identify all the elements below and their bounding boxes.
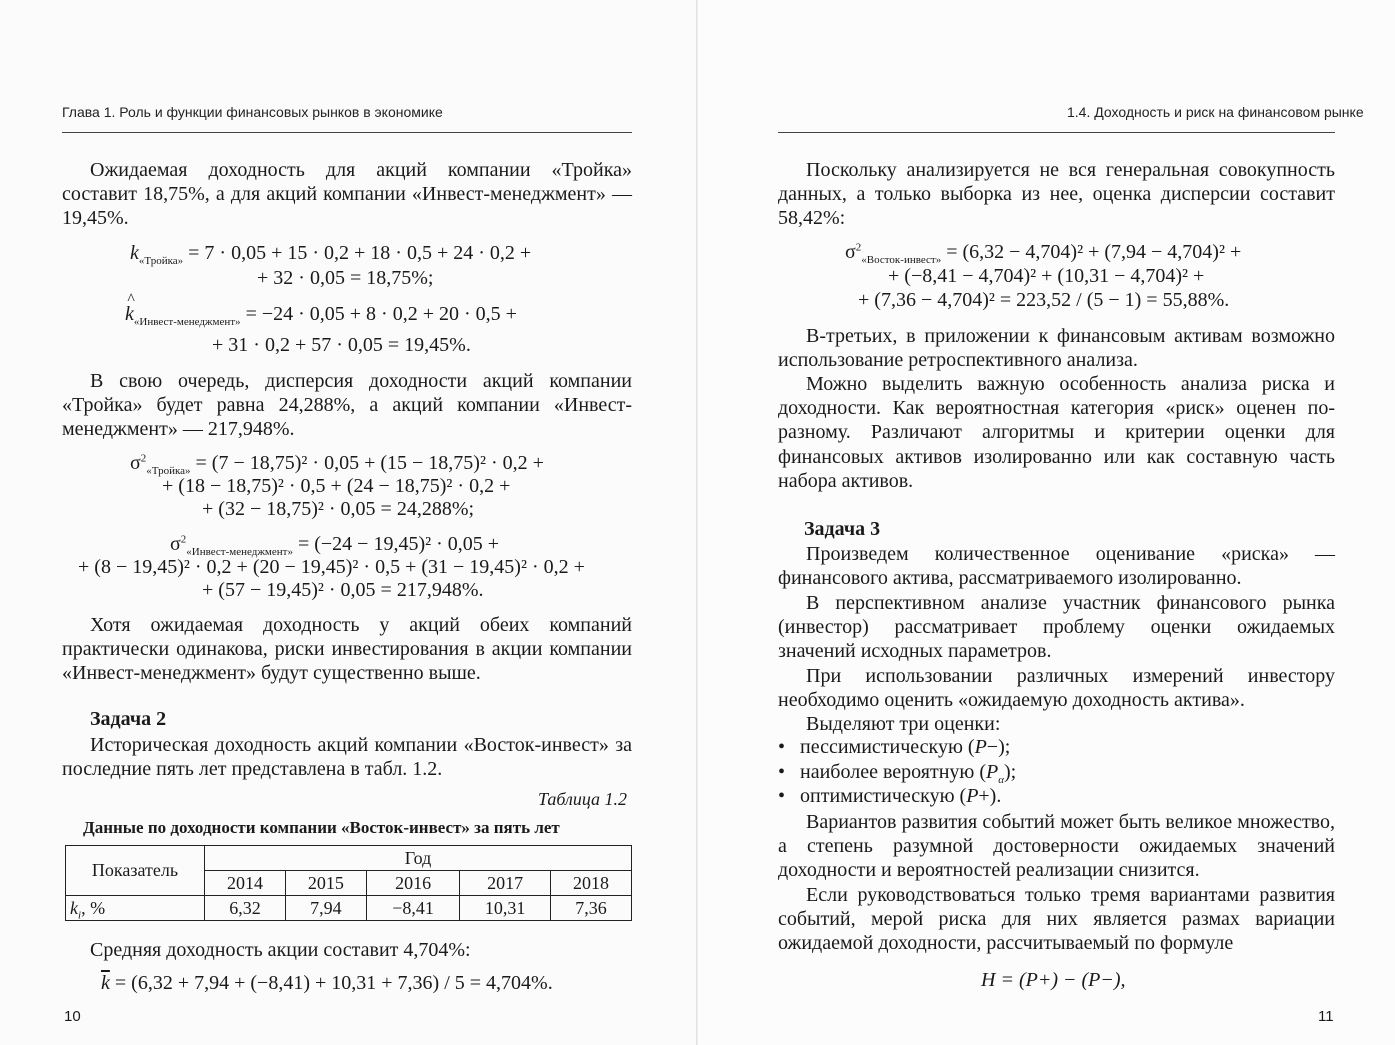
- row-label: [66, 896, 205, 921]
- sub-i: i: [78, 909, 82, 922]
- right-paragraph-2: В-третьих, в приложении к финансовым активам возможно использование ретроспективного анализа.: [778, 325, 1335, 372]
- formula-sigma-invest-line1: $\sigma^2_{«Инвест-менеджмент»} = (-24 - 19,45)^2 \cdot 0,05$ +: [170, 533, 500, 558]
- page-number-left: 10: [64, 1008, 81, 1025]
- left-page: [0, 0, 697, 1045]
- right-running-header: 1.4. Доходность и риск на финансовом рынке: [1067, 104, 1364, 120]
- year-cell: 2014: [205, 871, 286, 896]
- right-header-rule: [778, 132, 1335, 133]
- value-cell: 6,32: [205, 896, 286, 921]
- symbol-sigma: σ: [170, 533, 181, 555]
- year-cell: 2015: [285, 871, 366, 896]
- formula-k-invest-line1: [125, 302, 517, 326]
- bullet-optimistic: • оптимистическую (P+).: [778, 785, 1002, 807]
- task-3-heading: Задача 3: [804, 518, 881, 540]
- bullet-tail: −);: [986, 736, 1011, 758]
- symbol-k-hat: ^ k: [125, 302, 134, 326]
- bullet-text: оптимистическую (: [800, 785, 967, 807]
- formula-range: H = (P+) − (P−),: [981, 969, 1126, 991]
- header-year: Год: [205, 846, 632, 871]
- value-cell: −8,41: [366, 896, 459, 921]
- formula-sigma-vostok-line3: + (7,36 − 4,704)² = 223,52 / (5 − 1) = 55,88%.: [858, 289, 1230, 311]
- left-paragraph-2: В свою очередь, дисперсия доходности акций компании «Тройка» будет равна 24,288%, а акций компании «Инвест-менеджмент» — 217,948%.: [62, 370, 632, 441]
- left-running-header: Глава 1. Роль и функции финансовых рынков в экономике: [62, 104, 443, 120]
- year-cell: 2016: [366, 871, 459, 896]
- right-paragraph-7: Выделяют три оценки:: [806, 713, 1001, 735]
- year-cell: 2018: [551, 871, 632, 896]
- sub-troika: «Тройка»: [138, 255, 184, 267]
- formula-sigma-troika-line2: + (18 − 18,75)² · 0,5 + (24 − 18,75)² · 0,2 +: [162, 475, 511, 497]
- value-cell: 7,36: [551, 896, 632, 921]
- formula-sigma-troika-line3: + (32 − 18,75)² · 0,05 = 24,288%;: [202, 498, 475, 520]
- table-header-row: [66, 846, 632, 871]
- right-paragraph-4: Произведем количественное оценивание «риска» — финансового актива, рассматриваемого изолированно.: [778, 543, 1335, 590]
- left-paragraph-5: Средняя доходность акции составит 4,704%:: [90, 939, 471, 961]
- table-row: [66, 896, 632, 921]
- sub-invest: «Инвест-менеджмент»: [133, 316, 241, 328]
- formula-text: = −24 · 0,05 + 8 · 0,2 + 20 · 0,5 +: [245, 303, 517, 325]
- formula-text: = (6,32 − 4,704)² + (7,94 − 4,704)² +: [946, 241, 1242, 263]
- formula-text: = (6,32 + 7,94 + (−8,41) + 10,31 + 7,36) / 5 = 4,704%.: [114, 972, 553, 994]
- task-2-heading: Задача 2: [90, 708, 167, 730]
- formula-text: = (−24 − 19,45)² · 0,05 +: [297, 533, 500, 555]
- formula-text: = 7 · 0,05 + 15 · 0,2 + 18 · 0,5 + 24 · 0,2 +: [188, 242, 532, 264]
- symbol-k-bar: $\overline{k}$: [101, 972, 110, 994]
- returns-table: [65, 845, 632, 921]
- sub-troika: «Тройка»: [146, 465, 191, 477]
- formula-sigma-vostok-line1: $\sigma^2_{«Восток-инвест»} = (6,32 - 4,704)^2 + (7,94 - 4,704)^2$ +: [845, 241, 1242, 266]
- symbol-k: k: [130, 242, 139, 264]
- formula-sigma-invest-line2: + (8 − 19,45)² · 0,2 + (20 − 19,45)² · 0,5 + (31 − 19,45)² · 0,2 +: [78, 556, 585, 578]
- formula-mean: [101, 971, 553, 995]
- sub-vostok: «Восток-инвест»: [861, 254, 942, 266]
- right-paragraph-5: В перспективном анализе участник финансового рынка (инвестор) рассматривает проблему оценки ожидаемых значений исходных параметров.: [778, 592, 1335, 663]
- formula-k-troika-line1: [130, 241, 531, 265]
- symbol-p: P: [974, 736, 987, 758]
- bullet-tail: );: [1004, 761, 1017, 783]
- bullet-pessimistic: • пессимистическую (P−);: [778, 736, 1011, 758]
- left-paragraph-1: Ожидаемая доходность для акций компании «Тройка» составит 18,75%, а для акций компании «Инвест-менеджмент» — 19,45%.: [62, 159, 632, 230]
- header-indicator: Показатель: [66, 846, 205, 896]
- formula-k-invest-line2: + 31 · 0,2 + 57 · 0,05 = 19,45%.: [212, 334, 471, 356]
- formula-sigma-troika-line1: $\sigma^2_{«Тройка»} = (7 - 18,75)^2 \cdot 0,05 + (15 - 18,75)^2 \cdot 0,2$ +: [130, 452, 544, 477]
- table-title: Данные по доходности компании «Восток-инвест» за пять лет: [83, 818, 560, 837]
- symbol-sigma: σ: [130, 452, 141, 474]
- formula-sigma-invest-line3: + (57 − 19,45)² · 0,05 = 217,948%.: [202, 579, 484, 601]
- bullet-text: пессимистическую (: [800, 736, 975, 758]
- bullet-most-likely: • наиболее вероятную $(P_\alpha)$;: [778, 761, 1017, 786]
- left-header-rule: [62, 132, 632, 133]
- right-paragraph-9: Если руководствоваться только тремя вариантами развития событий, мерой риска для них является размах вариации ожидаемой доходности, рассчитываемый по формуле: [778, 884, 1335, 955]
- formula-text: = (7 − 18,75)² · 0,05 + (15 − 18,75)² · 0,2 +: [195, 452, 544, 474]
- left-paragraph-4: Историческая доходность акций компании «Восток-инвест» за последние пять лет представлена в табл. 1.2.: [62, 734, 632, 781]
- symbol-sigma: σ: [845, 241, 856, 263]
- sub-alpha: α: [998, 774, 1005, 786]
- bullet-tail: +).: [978, 785, 1002, 807]
- unit: , %: [81, 897, 106, 918]
- formula-sigma-vostok-line2: + (−8,41 − 4,704)² + (10,31 − 4,704)² +: [888, 265, 1205, 287]
- bullet-text: наиболее вероятную (: [800, 761, 987, 783]
- formula-k-troika-line2: + 32 · 0,05 = 18,75%;: [257, 267, 434, 289]
- symbol-k: k: [70, 897, 78, 918]
- symbol-p: P: [986, 761, 999, 783]
- right-page: [698, 0, 1395, 1045]
- year-cell: 2017: [460, 871, 551, 896]
- right-paragraph-3: Можно выделить важную особенность анализа риска и доходности. Как вероятностная категория «риск» оценен по-разному. Различают алгоритмы и критерии оценки для финансовых активов изолированно или как составную часть набора активов.: [778, 373, 1335, 492]
- table-caption: Таблица 1.2: [538, 789, 628, 809]
- page-number-right: 11: [1318, 1008, 1334, 1025]
- value-cell: 7,94: [285, 896, 366, 921]
- right-paragraph-6: При использовании различных измерений инвестору необходимо оценить «ожидаемую доходность актива».: [778, 665, 1335, 712]
- symbol-p: P: [966, 785, 979, 807]
- value-cell: 10,31: [460, 896, 551, 921]
- sub-invest: «Инвест-менеджмент»: [186, 546, 293, 558]
- left-paragraph-3: Хотя ожидаемая доходность у акций обеих компаний практически одинакова, риски инвестирования в акции компании «Инвест-менеджмент» будут существенно выше.: [62, 614, 632, 685]
- right-paragraph-8: Вариантов развития событий может быть великое множество, а степень разумной достоверности ожидаемых значений доходности и вероятностей реализации снизится.: [778, 811, 1335, 882]
- right-paragraph-1: Поскольку анализируется не вся генеральная совокупность данных, а только выборка из нее, оценка дисперсии составит 58,42%:: [778, 159, 1335, 230]
